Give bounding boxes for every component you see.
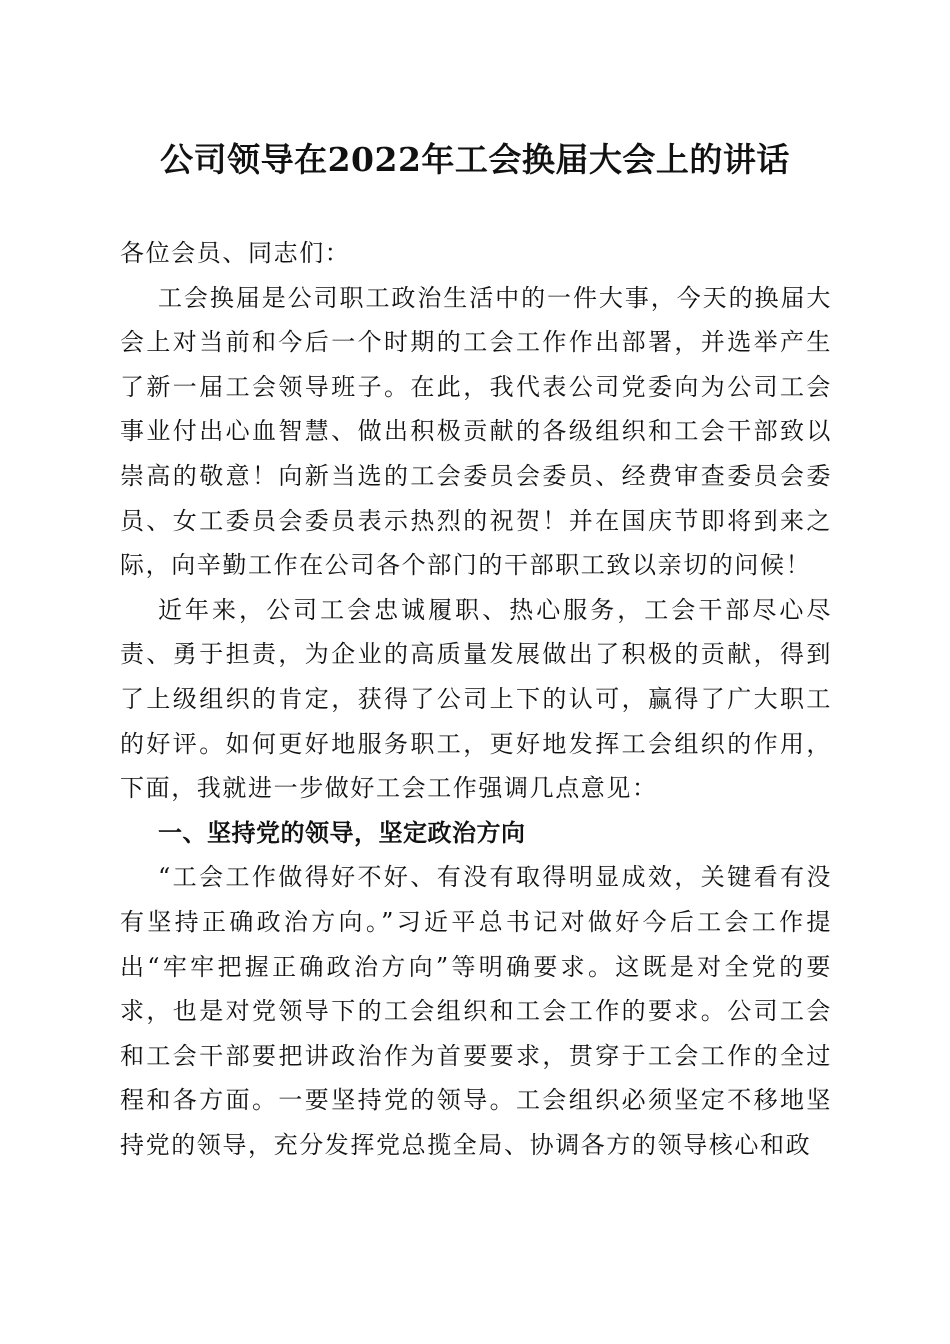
paragraph-review: 近年来，公司工会忠诚履职、热心服务，工会干部尽心尽责、勇于担责，为企业的高质量发展做出了积极的贡献，得到了上级组织的肯定，获得了公司上下的认可，赢得了广大职工的好评。如何更好地服务职工，更好地发挥工会组织的作用，下面，我就进一步做好工会工作强调几点意见： bbox=[120, 595, 832, 803]
paragraph-section-1: “工会工作做得好不好、有没有取得明显成效，关键看有没有坚持正确政治方向。”习近平总书记对做好今后工会工作提出“牢牢把握正确政治方向”等明确要求。这既是对全党的要求，也是对党领导下的工会组织和工会工作的要求。公司工会和工会干部要把讲政治作为首要要求，贯穿于工会工作的全过程和各方面。一要坚持党的领导。工会组织必须坚定不移地坚持党的领导，充分发挥党总揽全局、协调各方的领导核心和政 bbox=[120, 863, 832, 1159]
paragraph-opening: 工会换届是公司职工政治生活中的一件大事，今天的换届大会上对当前和今后一个时期的工会工作作出部署，并选举产生了新一届工会领导班子。在此，我代表公司党委向为公司工会事业付出心血智慧、做出积极贡献的各级组织和工会干部致以崇高的敬意！向新当选的工会委员会委员、经费审查委员会委员、女工委员会委员表示热烈的祝贺！并在国庆节即将到来之际，向辛勤工作在公司各个部门的干部职工致以亲切的问候！ bbox=[120, 283, 832, 580]
document-body bbox=[120, 231, 832, 1167]
section-heading-1: 一、坚持党的领导，坚定政治方向 bbox=[158, 818, 526, 847]
salutation: 各位会员、同志们： bbox=[120, 239, 351, 267]
document-title: 公司领导在2022年工会换届大会上的讲话 bbox=[160, 140, 790, 179]
